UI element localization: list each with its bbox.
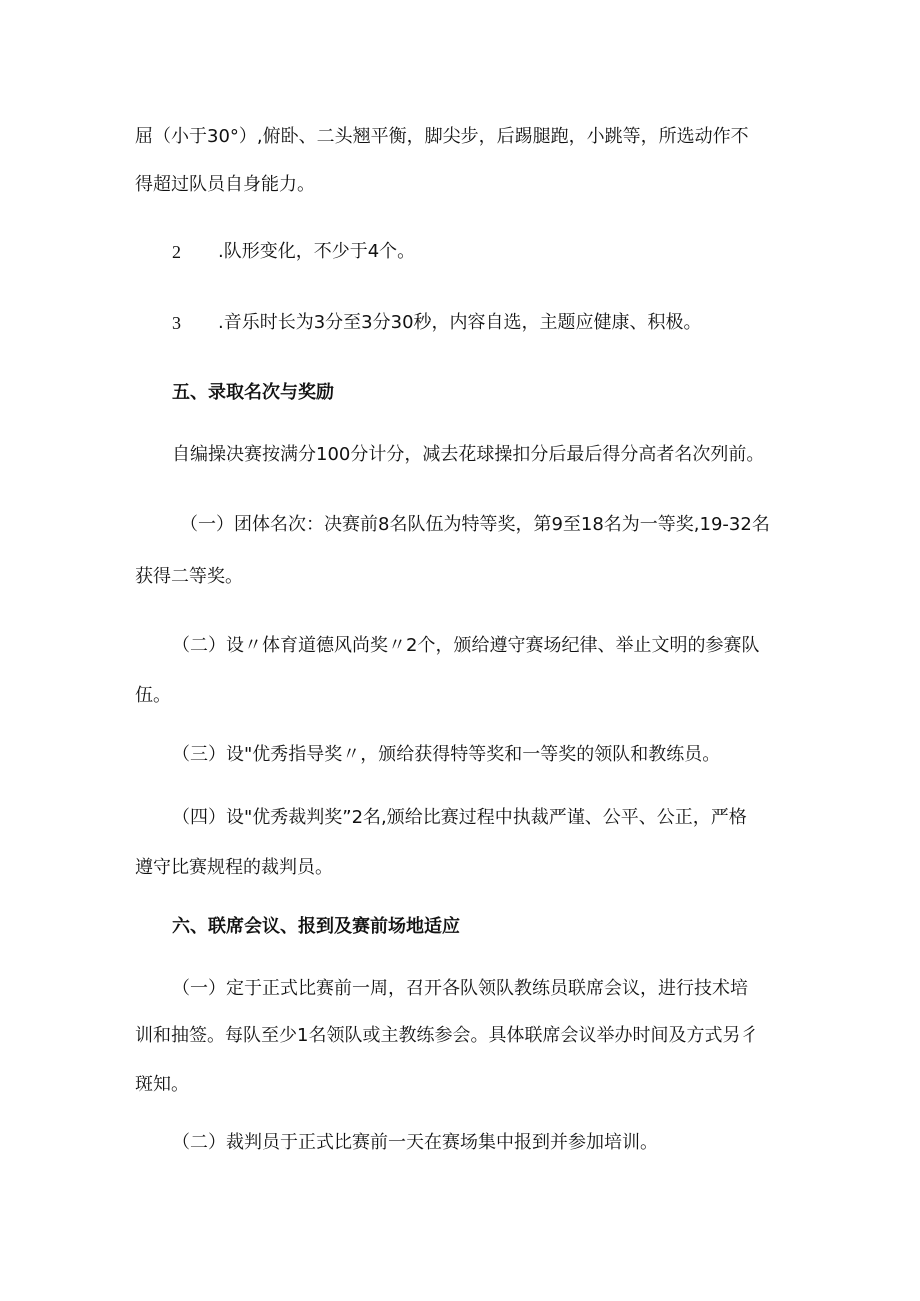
list-item-text: .队形变化，不少于4个。 bbox=[218, 241, 416, 262]
list-number: 2 bbox=[172, 242, 181, 262]
paragraph-line: 遵守比赛规程的裁判员。 bbox=[135, 857, 333, 878]
paragraph-line: （一）团体名次：决赛前8名队伍为特等奖，第9至18名为一等奖,19-32名 bbox=[180, 514, 770, 535]
paragraph-line: 获得二等奖。 bbox=[135, 566, 243, 587]
section-heading: 五、录取名次与奖励 bbox=[172, 382, 334, 403]
paragraph-line: 屈（小于30°）,俯卧、二头翘平衡，脚尖步，后踢腿跑，小跳等，所选动作不 bbox=[135, 126, 749, 147]
paragraph-line: 斑知。 bbox=[135, 1074, 189, 1095]
paragraph-line: （一）定于正式比赛前一周，召开各队领队教练员联席会议，进行技术培 bbox=[172, 978, 748, 999]
paragraph-line: 得超过队员自身能力。 bbox=[135, 174, 315, 195]
section-heading: 六、联席会议、报到及赛前场地适应 bbox=[172, 916, 460, 937]
paragraph-line: （二）设〃体育道德风尚奖〃2个，颁给遵守赛场纪律、举止文明的参赛队 bbox=[172, 635, 760, 656]
paragraph-line: （二）裁判员于正式比赛前一天在赛场集中报到并参加培训。 bbox=[172, 1132, 658, 1153]
paragraph-line: 训和抽签。每队至少1名领队或主教练参会。具体联席会议举办时间及方式另彳 bbox=[135, 1025, 759, 1046]
paragraph-line: 自编操决赛按满分100分计分，减去花球操扣分后最后得分高者名次列前。 bbox=[172, 444, 765, 465]
list-number: 3 bbox=[172, 313, 181, 333]
paragraph-line: （四）设"优秀裁判奖”2名,颁给比赛过程中执裁严谨、公平、公正，严格 bbox=[172, 807, 747, 828]
paragraph-line: （三）设"优秀指导奖〃，颁给获得特等奖和一等奖的领队和教练员。 bbox=[172, 744, 721, 765]
paragraph-line: 伍。 bbox=[135, 685, 171, 706]
list-item-text: .音乐时长为3分至3分30秒，内容自选，主题应健康、积极。 bbox=[218, 312, 702, 333]
